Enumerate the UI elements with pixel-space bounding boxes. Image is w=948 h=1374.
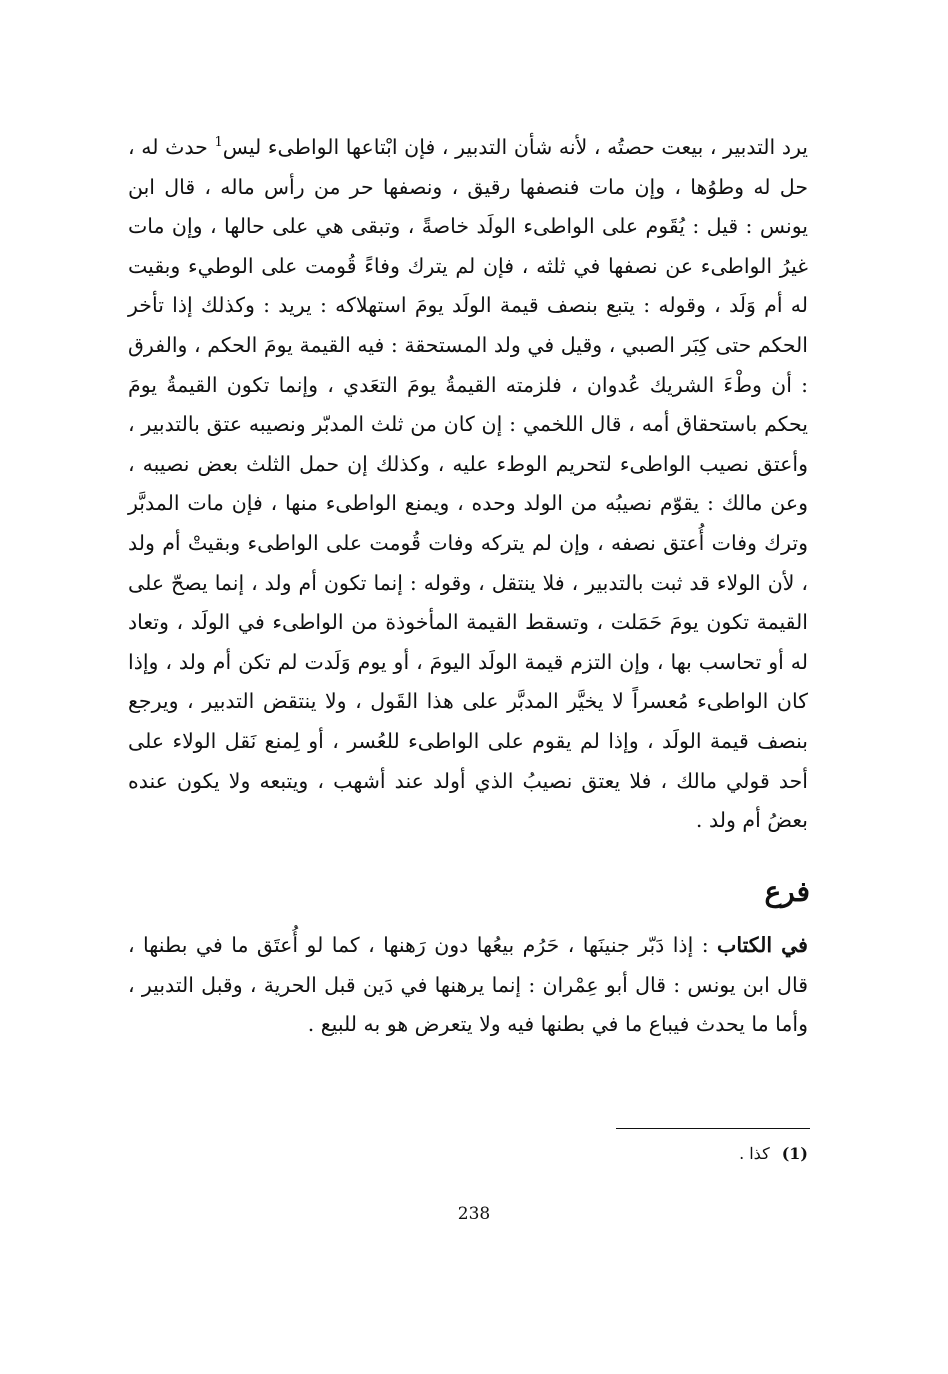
section-heading: فرع (764, 875, 810, 908)
paragraph-lead-term: في الكتاب (717, 933, 808, 957)
paragraph-text-continued: حدث له ، حل له وطوُها ، وإن مات فنصفها رقيق ، ونصفها حر من رأس ماله ، قال ابن يونس : قيل : يُقَوم على الواطىء الولَد خاصةً ، وتبقى هي على حالها ، وإن مات غيرُ الواطىء عن نصفها في ثلثه ، فإن لم يترك وفاءً قُومت على الوطيء وبقيت له أم وَلَد ، وقوله : يتبع بنصف قيمة الولَد يومَ استهلاكه : يريد : وكذلك إذا تأخر الحكم حتى كِبَر الصبي ، وقيل في ولد المستحقة : فيه القيمة يومَ الحكم ، والفرق : أن وطْءَ الشريك عُدوان ، فلزمته القيمةُ يومَ التعَدي ، وإنما تكون القيمةُ يومَ يحكم باستحقاق أمه ، قال اللخمي : إن كان من ثلث المدبّر ونصيبه عتق بالتدبير ، وأعتق نصيب الواطىء لتحريم الوطء عليه ، وكذلك إن حمل الثلث بعض نصيبه ، وعن مالك : يقوّم نصيبُه من الولد وحده ، ويمنع الواطىء منها ، فإن مات المدبَّر وترك وفات أُعتق نصفه ، وإن لم يتركه وفات قُومت على الواطىء وبقيتْ أم ولد ، لأن الولاء قد ثبت بالتدبير ، فلا ينتقل ، وقوله : إنما تكون أم ولد ، إنما يصحّ على القيمة تكون يومَ حَمَلت ، وتسقط القيمة المأخوذة من الواطىء في الولَد ، وتعاد له أو تحاسب بها ، وإن التزم قيمة الولَد اليومَ ، أو يوم وَلَدت لم تكن أم ولد ، وإذا كان الواطىء مُعسراً لا يخيَّر المدبَّر على هذا القَول ، ولا ينتقض التدبير ، ويرجع بنصف قيمة الولَد ، وإذا لم يقوم على الواطىء للعُسر ، أو لِمنع نَقل الولاء على أحد قولي مالك ، فلا يعتق نصيبُ الذي أولد عند أشهب ، ويتبعه ولا يكون عنده بعضُ أم ولد . (128, 135, 809, 833)
footnote (739, 1142, 808, 1166)
page-number: 238 (457, 1204, 491, 1224)
footnote-reference[interactable]: 1 (214, 135, 223, 151)
main-paragraph (128, 128, 808, 841)
footnote-text: كذا . (739, 1144, 770, 1163)
second-paragraph (128, 926, 808, 1045)
footnote-number: (1) (781, 1144, 808, 1163)
paragraph-text-start: يرد التدبير ، بيعت حصتُه ، لأنه شأن التدبير ، فإن ابْتاعها الواطىء ليس (222, 135, 808, 159)
second-paragraph-text: : إذا دَبّر جنينَها ، حَرُم بيعُها دون رَهنها ، كما لو أُعتَق ما في بطنها ، قال ابن يونس : قال أبو عِمْران : إنما يرهنها في دَين قبل الحرية ، وقبل التدبير ، وأما ما يحدث فيباع ما في بطنها فيه ولا يتعرض هو به للبيع . (128, 933, 808, 1037)
footnote-divider (616, 1128, 810, 1129)
